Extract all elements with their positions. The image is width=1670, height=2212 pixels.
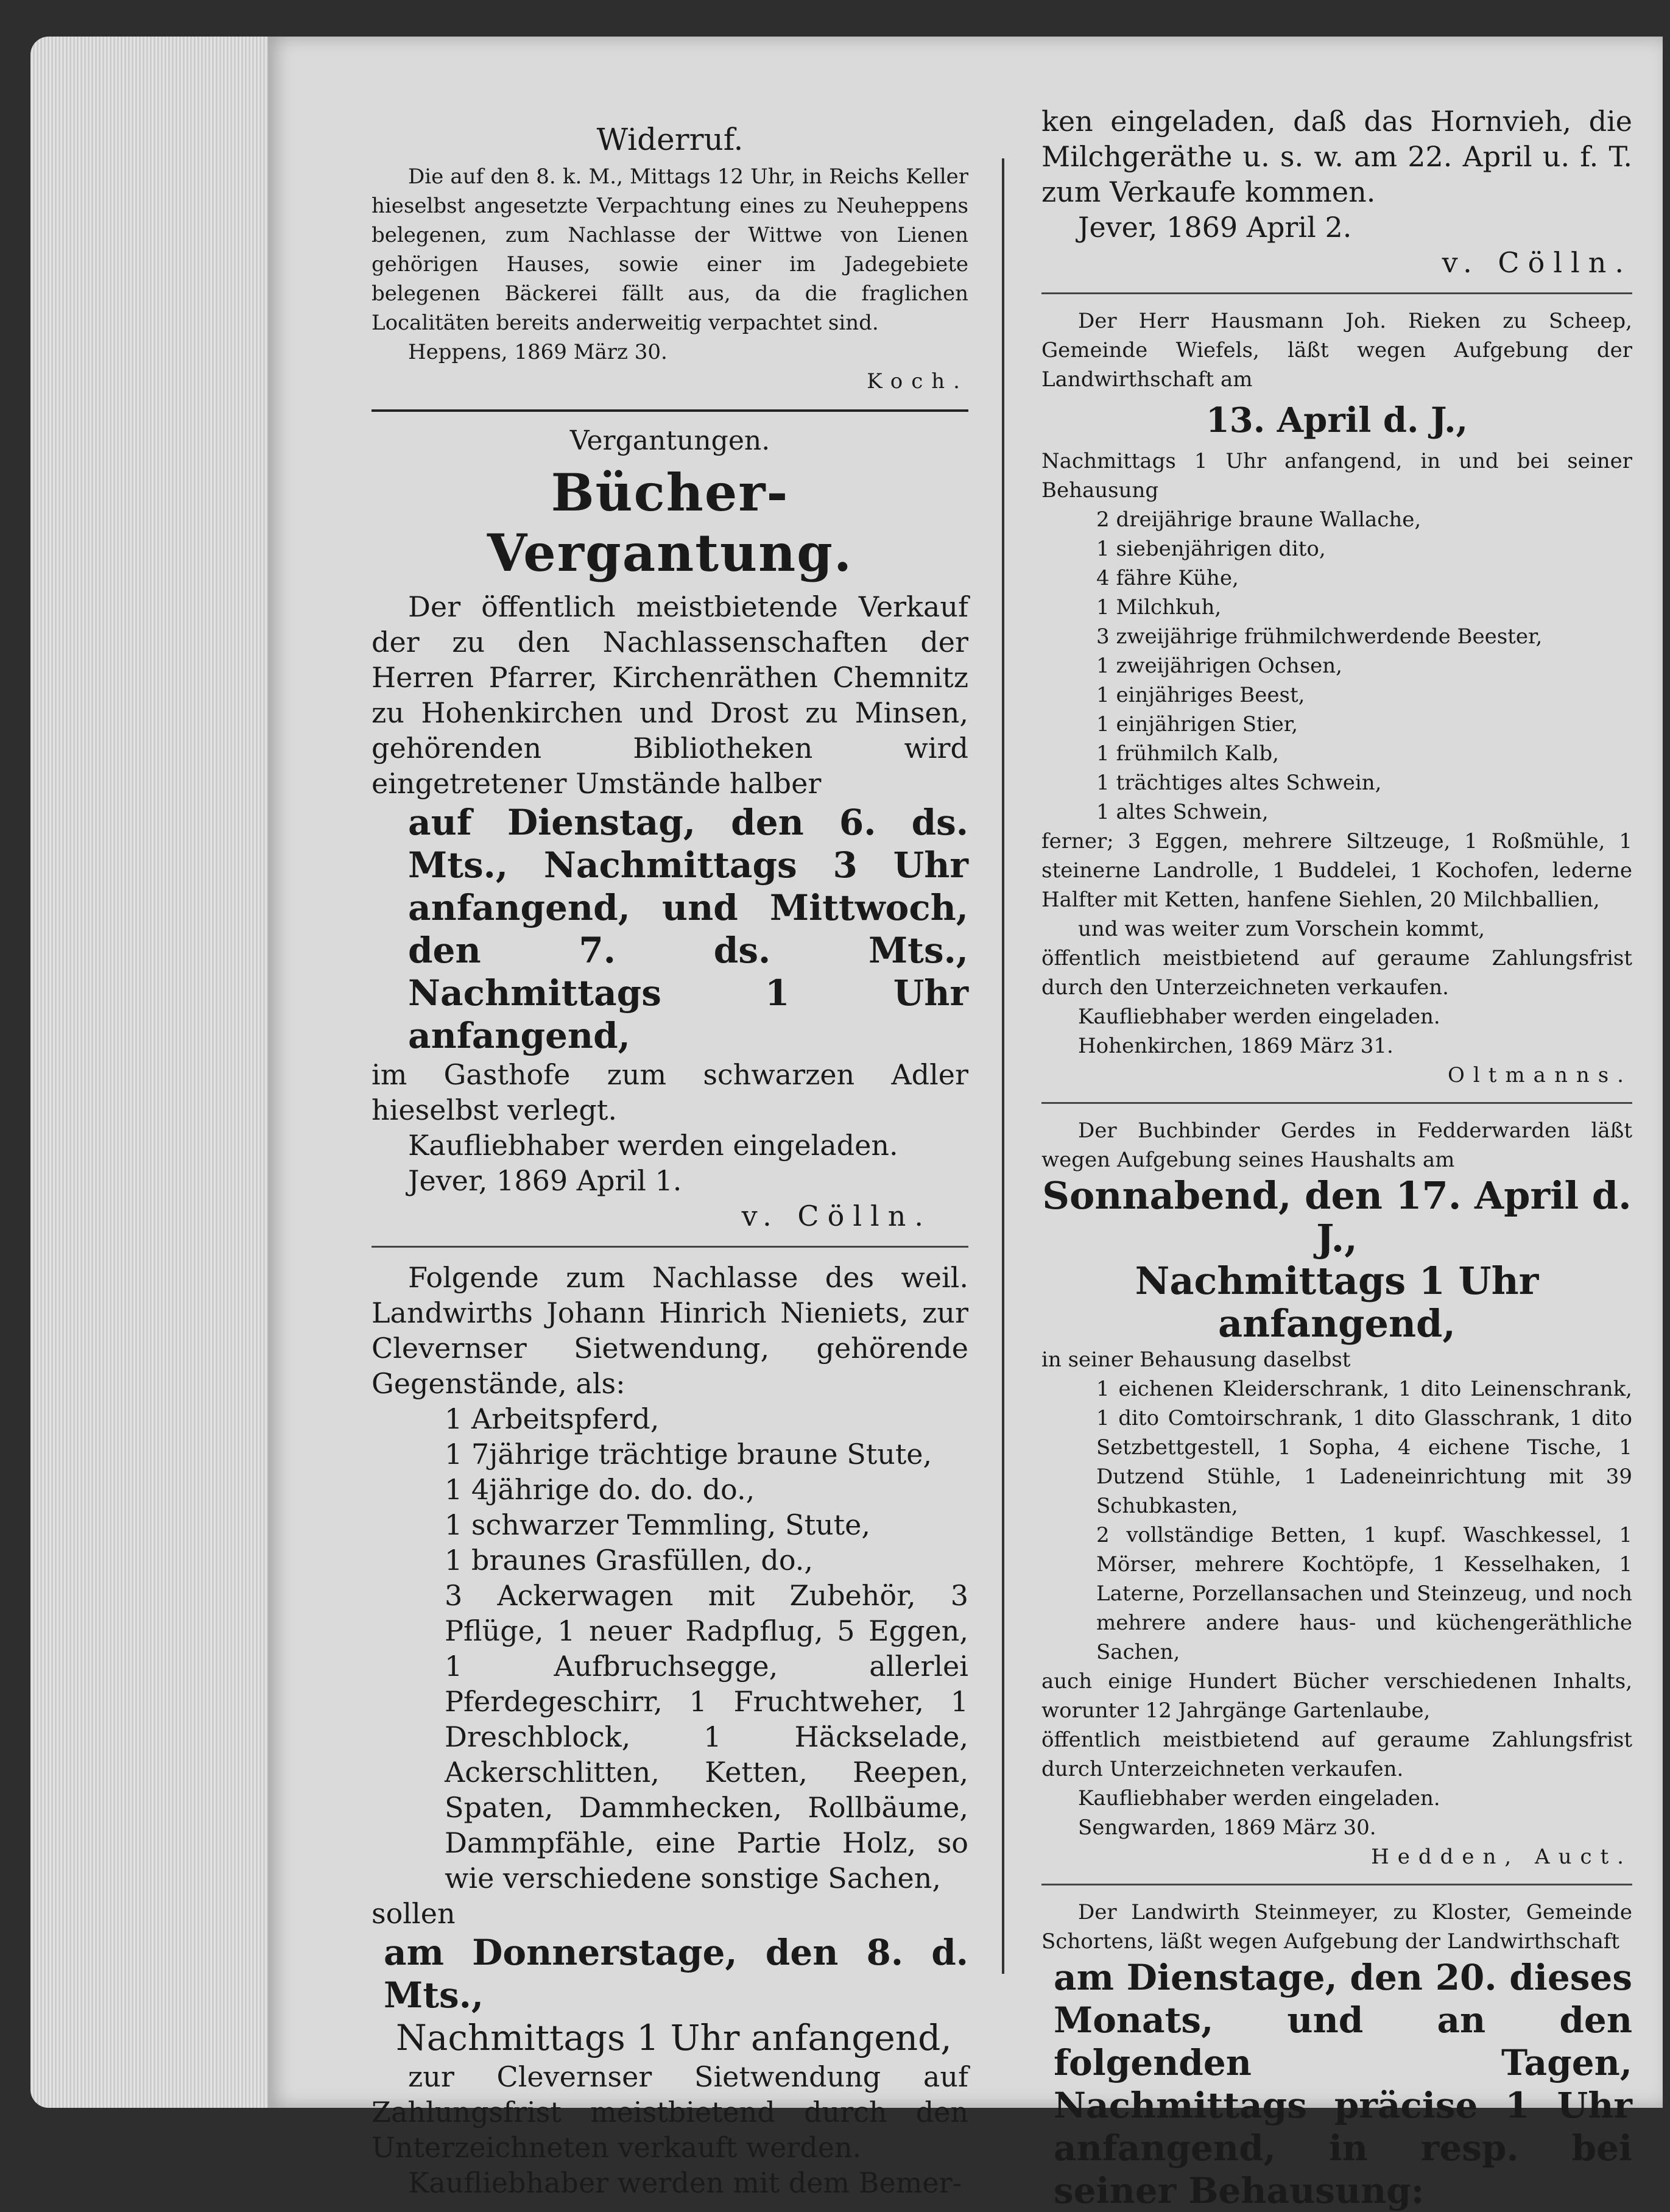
divider — [1041, 292, 1632, 294]
gerdes-items2: 2 vollständige Betten, 1 kupf. Waschkessel, 1 Mörser, mehrere Kochtöpfe, 1 Kesselhaken, 1 Laterne, Porzellansachen und Steinzeug, und noch mehrere andere haus- und küchengeräthliche Sachen, — [1096, 1523, 1632, 1664]
cont-signature: v. Cölln. — [1442, 246, 1632, 279]
divider — [372, 409, 968, 412]
gerdes-invite: Kaufliebhaber werden eingeladen. — [1078, 1786, 1440, 1811]
nieniets-items — [372, 1401, 968, 1896]
rieken-invite: Kaufliebhaber werden eingeladen. — [1078, 1005, 1440, 1029]
buecher-dates: auf Dienstag, den 6. ds. Mts., Nachmittags 3 Uhr anfangend, und Mittwoch, den 7. ds. Mts., Nachmittags 1 Uhr anfangend, — [408, 802, 968, 1056]
list-item: 1 frühmilch Kalb, — [1096, 741, 1279, 766]
book-page-edges — [30, 37, 274, 2108]
divider — [372, 1246, 968, 1248]
nieniets-sollen: sollen — [372, 1897, 456, 1930]
list-item: 1 7jährige trächtige braune Stute, — [445, 1438, 932, 1471]
list-item: 1 zweijährigen Ochsen, — [1096, 654, 1342, 678]
divider — [1041, 1884, 1632, 1885]
buecher-place: im Gasthofe zum schwarzen Adler hieselbst verlegt. — [372, 1058, 968, 1126]
rieken-ferner: ferner; 3 Eggen, mehrere Siltzeuge, 1 Roßmühle, 1 steinerne Landrolle, 1 Buddelei, 1 Kochofen, lederne Halfter mit Ketten, hanfene Siehlen, 20 Milchballien, — [1041, 829, 1632, 912]
gerdes-date2: Nachmittags 1 Uhr anfangend, — [1135, 1259, 1539, 1346]
vergantungen-heading: Vergantungen. — [569, 425, 770, 456]
list-item: 1 altes Schwein, — [1096, 800, 1269, 824]
widerruf-date: Heppens, 1869 März 30. — [408, 340, 668, 364]
gerdes-signature: Hedden, Auct. — [1371, 1845, 1632, 1869]
gerdes-place: in seiner Behausung daselbst — [1041, 1348, 1351, 1372]
widerruf-signature: Koch. — [867, 369, 968, 394]
rieken-items — [1041, 505, 1632, 827]
rieken-date: 13. April d. J., — [1205, 400, 1468, 440]
left-column — [372, 122, 968, 2200]
widerruf-body: Die auf den 8. k. M., Mittags 12 Uhr, in Reichs Keller hieselbst angesetzte Verpachtung eines zu Neuheppens belegenen, zum Nachlasse der Wittwe von Lienen gehörigen Hauses, sowie einer im Jadegebiete belegenen Bäckerei fällt aus, da die fraglichen Localitäten bereits anderweitig verpachtet sind. — [372, 164, 968, 335]
widerruf-title: Widerruf. — [596, 122, 744, 157]
rieken-time: Nachmittags 1 Uhr anfangend, in und bei seiner Behausung — [1041, 449, 1632, 503]
rieken-place-date: Hohenkirchen, 1869 März 31. — [1078, 1034, 1393, 1058]
list-item: 1 braunes Grasfüllen, do., — [445, 1544, 813, 1577]
nieniets-intro: Folgende zum Nachlasse des weil. Landwirths Johann Hinrich Nieniets, zur Clevernser Sietwendung, gehörende Gegenstände, als: — [372, 1261, 968, 1400]
list-item: 1 siebenjährigen dito, — [1096, 537, 1326, 561]
right-column — [1041, 104, 1632, 2212]
gerdes-date1: Sonnabend, den 17. April d. J., — [1042, 1173, 1632, 1260]
steinmeyer-intro: Der Landwirth Steinmeyer, zu Kloster, Gemeinde Schortens, läßt wegen Aufgebung der Landwirthschaft — [1041, 1900, 1632, 1954]
list-item: 3 Ackerwagen mit Zubehör, 3 Pflüge, 1 neuer Radpflug, 5 Eggen, 1 Aufbruchsegge, allerlei Pferdegeschirr, 1 Fruchtweher, 1 Dreschblock, 1 Häckselade, Ackerschlitten, Ketten, Reepen, Spaten, Dammhecken, Rollbäume, Dammpfähle, eine Partie Holz, so wie verschiedene sonstige Sachen, — [445, 1579, 968, 1895]
buecher-vergantung-title: Bücher-Vergantung. — [487, 462, 853, 583]
list-item: 1 Milchkuh, — [1096, 595, 1222, 620]
list-item: 1 schwarzer Temmling, Stute, — [445, 1508, 871, 1541]
cont-date: Jever, 1869 April 2. — [1078, 211, 1352, 244]
rieken-intro: Der Herr Hausmann Joh. Rieken zu Scheep, Gemeinde Wiefels, läßt wegen Aufgebung der Landwirthschaft am — [1041, 309, 1632, 392]
nieniets-body2: zur Clevernser Sietwendung auf Zahlungsfrist meistbietend durch den Unterzeichneten verkauft werden. — [372, 2060, 968, 2164]
buecher-body: Der öffentlich meistbietende Verkauf der zu den Nachlassenschaften der Herren Pfarrer, Kirchenräthen Chemnitz zu Hohenkirchen und Drost zu Minsen, gehörenden Bibliotheken wird eingetretener Umstände halber — [372, 590, 968, 800]
list-item: 1 4jährige do. do. do., — [445, 1473, 755, 1506]
nieniets-date-line2: Nachmittags 1 Uhr anfangend, — [396, 2017, 952, 2058]
buecher-date: Jever, 1869 April 1. — [408, 1164, 682, 1197]
rieken-signature: Oltmanns. — [1448, 1063, 1632, 1087]
nieniets-closing: Kaufliebhaber werden mit dem Bemer- — [408, 2166, 962, 2199]
gerdes-sale: öffentlich meistbietend auf geraume Zahlungsfrist durch Unterzeichneten verkaufen. — [1041, 1728, 1632, 1781]
nieniets-date-line1: am Donnerstage, den 8. d. Mts., — [384, 1932, 968, 2016]
list-item: 1 einjähriges Beest, — [1096, 683, 1305, 707]
newspaper-page — [268, 37, 1663, 2211]
column-divider — [1002, 158, 1004, 1974]
list-item: 1 Arbeitspferd, — [445, 1402, 660, 1435]
list-item: 3 zweijährige frühmilchwerdende Beester, — [1096, 624, 1543, 649]
buecher-signature: v. Cölln. — [741, 1200, 932, 1232]
list-item: 4 fähre Kühe, — [1096, 566, 1239, 590]
list-item: 1 trächtiges altes Schwein, — [1096, 771, 1382, 795]
buecher-invite: Kaufliebhaber werden eingeladen. — [408, 1129, 898, 1162]
gerdes-place-date: Sengwarden, 1869 März 30. — [1078, 1815, 1376, 1840]
cont-text: ken eingeladen, daß das Hornvieh, die Milchgeräthe u. s. w. am 22. April u. f. T. zum Verkaufe kommen. — [1041, 105, 1632, 208]
widerruf-notice — [372, 122, 968, 396]
gerdes-items: 1 eichenen Kleiderschrank, 1 dito Leinenschrank, 1 dito Comtoirschrank, 1 dito Glasschrank, 1 dito Setzbettgestell, 1 Sopha, 4 eichene Tische, 1 Dutzend Stühle, 1 Ladeneinrichtung mit 39 Schubkasten, — [1096, 1377, 1632, 1518]
gerdes-intro: Der Buchbinder Gerdes in Fedderwarden läßt wegen Aufgebung seines Haushalts am — [1041, 1118, 1632, 1172]
list-item: 2 dreijährige braune Wallache, — [1096, 507, 1422, 532]
divider — [1041, 1102, 1632, 1104]
rieken-more: und was weiter zum Vorschein kommt, — [1078, 917, 1485, 941]
list-item: 1 einjährigen Stier, — [1096, 712, 1298, 737]
gerdes-buecher: auch einige Hundert Bücher verschiedenen Inhalts, worunter 12 Jahrgänge Gartenlaube, — [1041, 1669, 1632, 1723]
steinmeyer-date: am Dienstage, den 20. dieses Monats, und an den folgenden Tagen, Nachmittags präcise 1 Uhr anfangend, in resp. bei seiner Behausung: — [1054, 1957, 1632, 2211]
rieken-sale: öffentlich meistbietend auf geraume Zahlungsfrist durch den Unterzeichneten verkaufen. — [1041, 946, 1632, 1000]
